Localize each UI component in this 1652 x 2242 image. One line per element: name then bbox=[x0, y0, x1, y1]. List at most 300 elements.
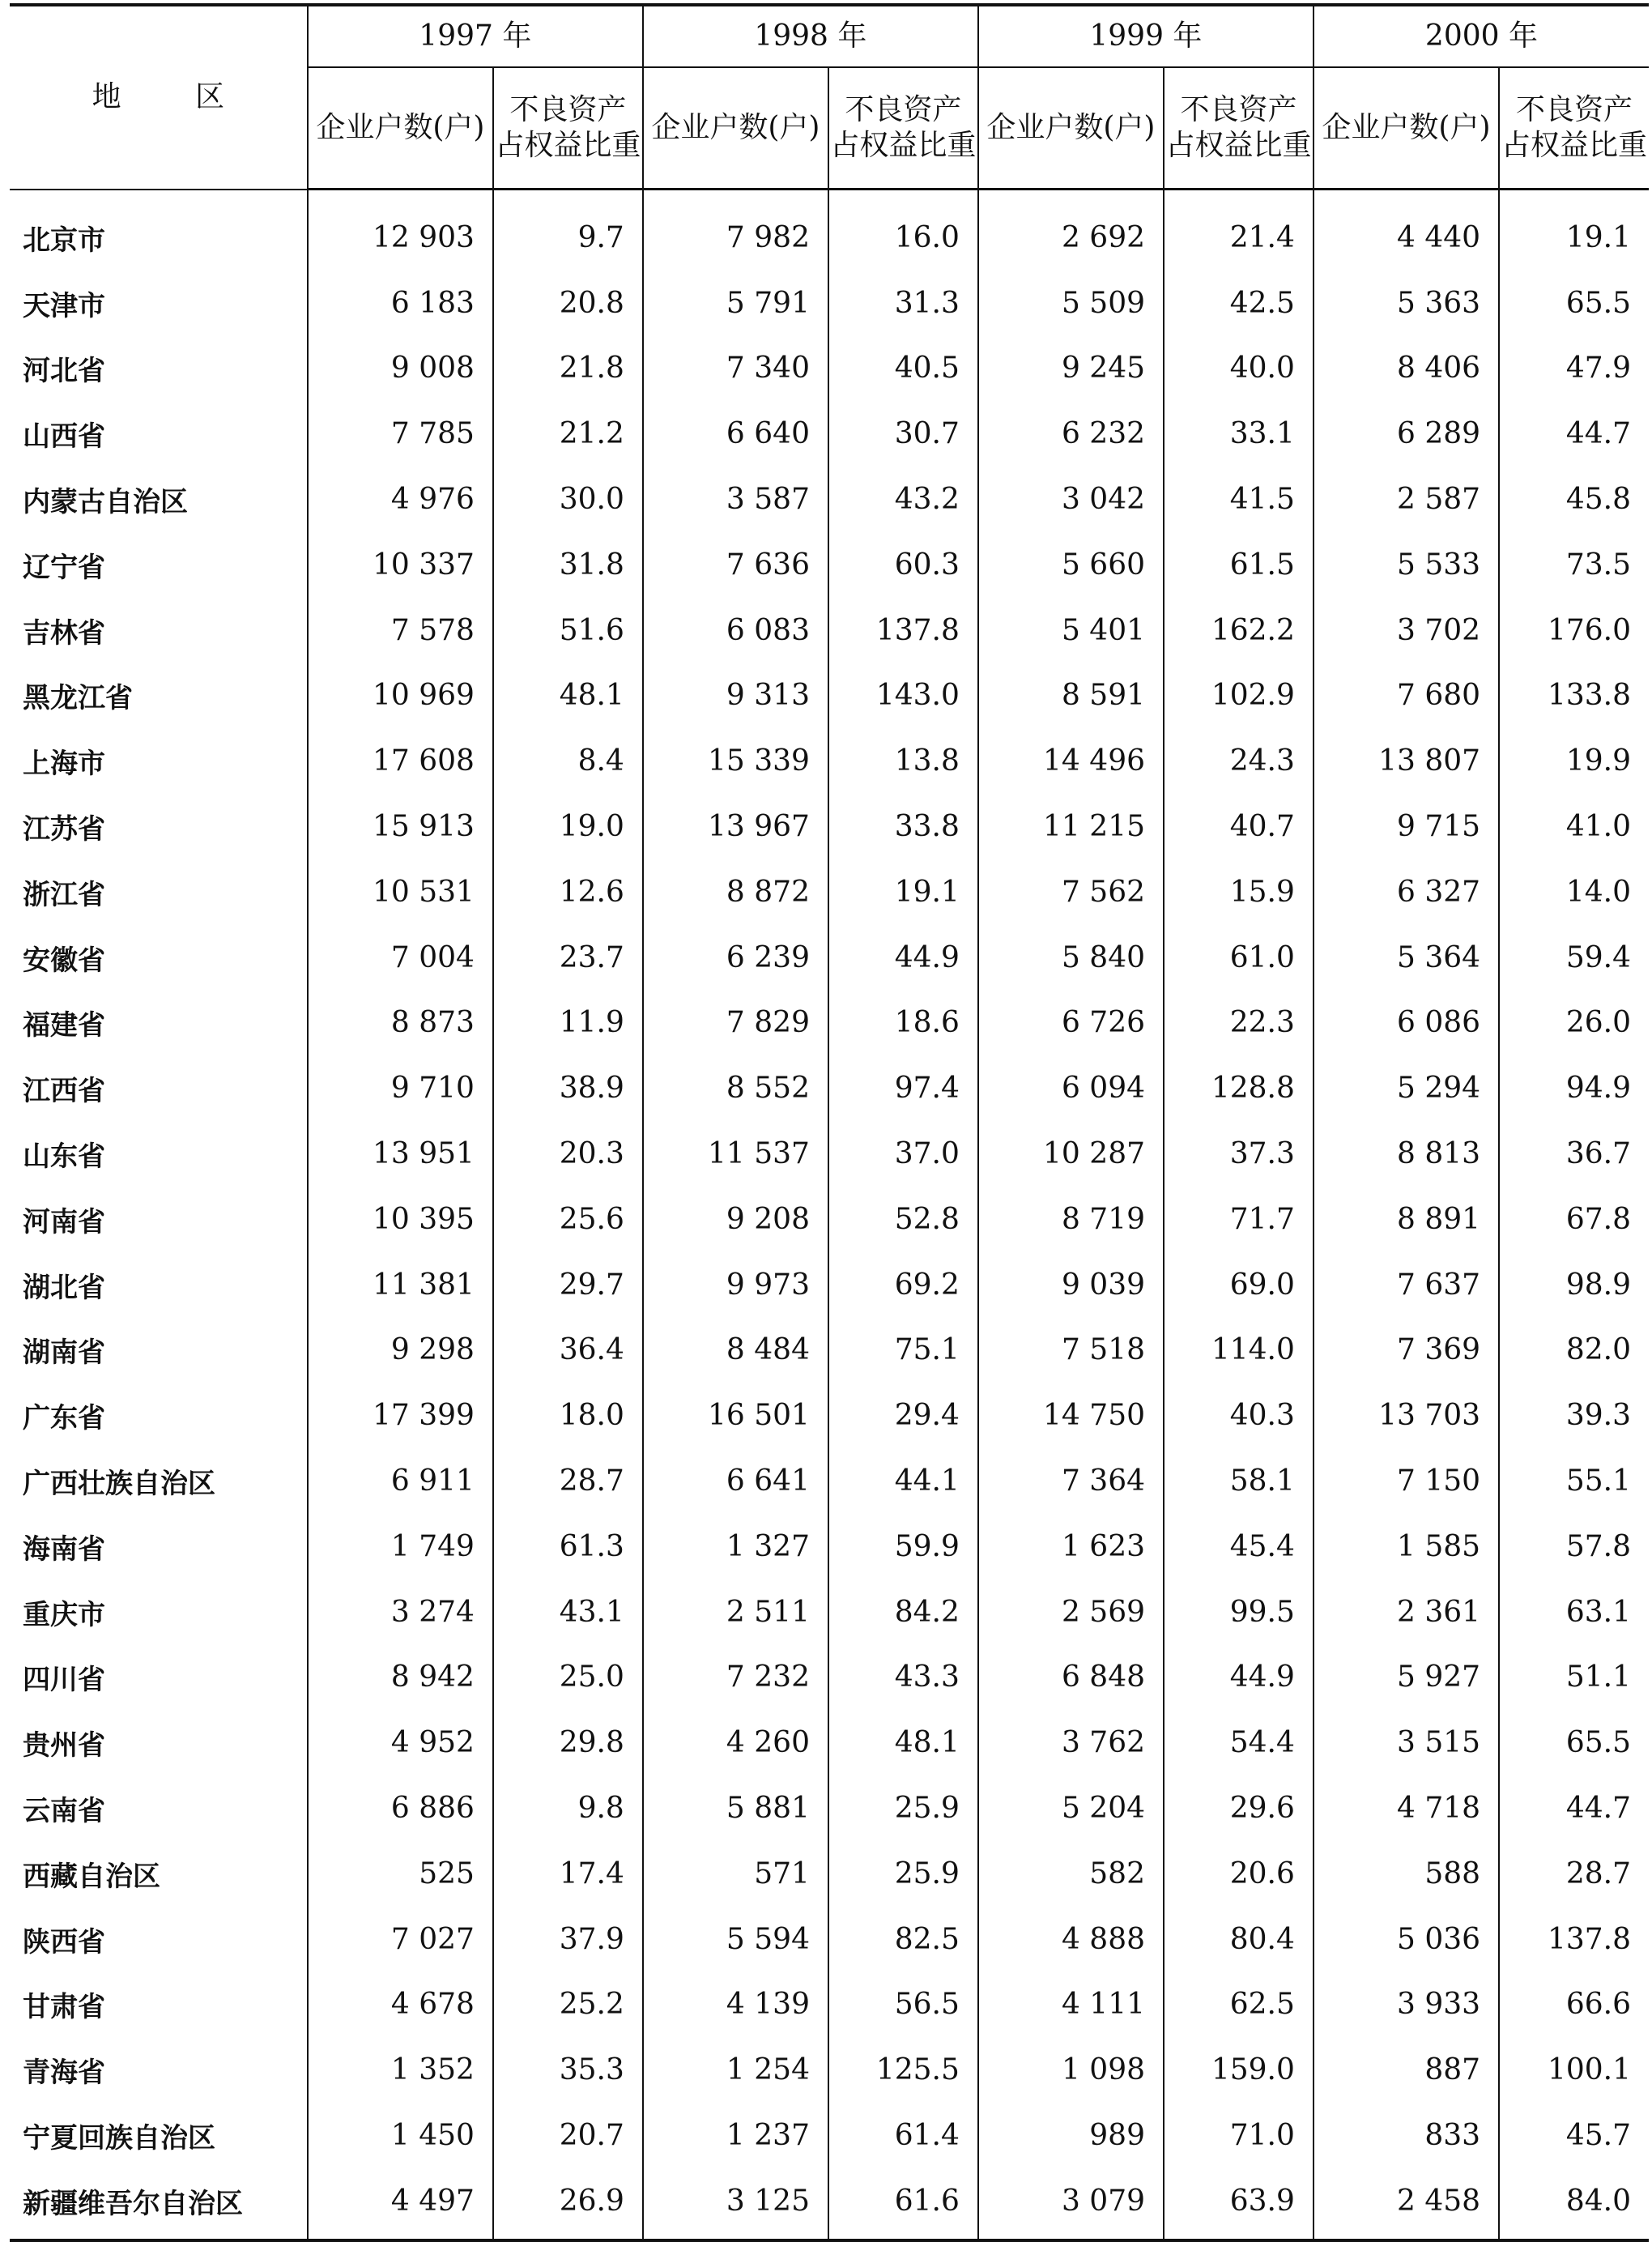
bad-asset-ratio-cell: 30.7 bbox=[828, 401, 978, 467]
bad-asset-ratio-cell: 20.6 bbox=[1164, 1841, 1314, 1907]
bad-asset-ratio-cell: 51.6 bbox=[493, 598, 643, 663]
enterprise-count-cell: 7 150 bbox=[1314, 1448, 1499, 1514]
bad-asset-ratio-cell: 54.4 bbox=[1164, 1710, 1314, 1775]
enterprise-count-cell: 6 232 bbox=[978, 401, 1164, 467]
region-name: 新疆维吾尔自治区 bbox=[10, 2168, 308, 2240]
ratio-column-header: 不良资产 占权益比重 bbox=[1499, 67, 1649, 190]
enterprise-count-cell: 5 881 bbox=[643, 1775, 828, 1841]
bad-asset-ratio-cell: 37.3 bbox=[1164, 1121, 1314, 1187]
enterprise-count-cell: 2 587 bbox=[1314, 467, 1499, 532]
bad-asset-ratio-cell: 18.0 bbox=[493, 1383, 643, 1448]
bad-asset-ratio-cell: 61.6 bbox=[828, 2168, 978, 2240]
table-row bbox=[10, 859, 1649, 925]
region-name: 山东省 bbox=[10, 1121, 308, 1187]
bad-asset-ratio-cell: 56.5 bbox=[828, 1972, 978, 2038]
enterprise-count-cell: 8 891 bbox=[1314, 1187, 1499, 1252]
enterprise-count-cell: 6 083 bbox=[643, 598, 828, 663]
count-column-header: 企业户数(户) bbox=[643, 67, 828, 190]
bad-asset-ratio-cell: 66.6 bbox=[1565, 1988, 1631, 2022]
table-row bbox=[10, 925, 1649, 991]
enterprise-count-cell: 5 401 bbox=[978, 598, 1164, 663]
bad-asset-ratio-cell: 61.3 bbox=[493, 1514, 643, 1579]
bad-asset-ratio-cell: 59.9 bbox=[828, 1514, 978, 1579]
bad-asset-ratio-cell: 40.3 bbox=[1164, 1383, 1314, 1448]
region-name: 河北省 bbox=[10, 336, 308, 402]
enterprise-count-cell: 1 098 bbox=[978, 2037, 1164, 2103]
enterprise-count-cell: 2 692 bbox=[978, 190, 1164, 271]
bad-asset-ratio-cell: 47.9 bbox=[1565, 352, 1631, 386]
table-row bbox=[10, 1907, 1649, 1972]
table-row bbox=[10, 1579, 1649, 1645]
enterprise-count-cell: 571 bbox=[643, 1841, 828, 1907]
enterprise-count-cell: 10 531 bbox=[308, 859, 493, 925]
table-row bbox=[10, 1187, 1649, 1252]
bad-asset-ratio-cell: 25.9 bbox=[828, 1841, 978, 1907]
bad-asset-ratio-cell: 69.0 bbox=[1164, 1252, 1314, 1318]
bad-asset-ratio-cell: 41.0 bbox=[1565, 810, 1631, 844]
enterprise-count-cell: 8 942 bbox=[308, 1645, 493, 1711]
region-name: 天津市 bbox=[10, 271, 308, 336]
enterprise-count-cell: 5 204 bbox=[978, 1775, 1164, 1841]
region-name: 上海市 bbox=[10, 728, 308, 794]
table-header bbox=[10, 5, 1649, 190]
enterprise-count-cell: 2 511 bbox=[643, 1579, 828, 1645]
bad-asset-ratio-cell: 162.2 bbox=[1164, 598, 1314, 663]
bad-asset-ratio-cell: 65.5 bbox=[1565, 1726, 1631, 1760]
enterprise-count-cell: 6 183 bbox=[308, 271, 493, 336]
enterprise-count-cell: 6 094 bbox=[978, 1055, 1164, 1121]
enterprise-count-cell: 5 036 bbox=[1314, 1907, 1499, 1972]
bad-asset-ratio-cell: 8.4 bbox=[493, 728, 643, 794]
region-name: 广东省 bbox=[10, 1383, 308, 1448]
bad-asset-ratio-cell: 100.1 bbox=[1547, 2053, 1631, 2087]
bad-asset-ratio-cell: 48.1 bbox=[493, 663, 643, 729]
region-column-header: 地 区 bbox=[10, 5, 308, 190]
bad-asset-ratio-cell: 17.4 bbox=[493, 1841, 643, 1907]
bad-asset-ratio-cell: 21.8 bbox=[493, 336, 643, 402]
table-row bbox=[10, 401, 1649, 467]
bad-asset-ratio-cell: 25.0 bbox=[493, 1645, 643, 1711]
table-row bbox=[10, 1252, 1649, 1318]
bad-asset-ratio-cell: 15.9 bbox=[1164, 859, 1314, 925]
bad-asset-ratio-cell: 65.5 bbox=[1565, 286, 1631, 320]
region-name: 甘肃省 bbox=[10, 1972, 308, 2038]
bad-asset-ratio-cell: 38.9 bbox=[493, 1055, 643, 1121]
enterprise-count-cell: 13 703 bbox=[1314, 1383, 1499, 1448]
bad-asset-ratio-cell: 40.5 bbox=[828, 336, 978, 402]
table-row bbox=[10, 1055, 1649, 1121]
region-name: 湖北省 bbox=[10, 1252, 308, 1318]
count-column-header: 企业户数(户) bbox=[1314, 67, 1499, 190]
region-name: 四川省 bbox=[10, 1645, 308, 1711]
enterprise-count-cell: 1 450 bbox=[308, 2103, 493, 2168]
bad-asset-ratio-cell: 26.0 bbox=[1565, 1006, 1631, 1040]
bad-asset-ratio-cell: 71.7 bbox=[1164, 1187, 1314, 1252]
table-body bbox=[10, 190, 1649, 2240]
region-name: 福建省 bbox=[10, 991, 308, 1056]
bad-asset-ratio-cell: 61.4 bbox=[828, 2103, 978, 2168]
enterprise-count-cell: 7 636 bbox=[643, 532, 828, 598]
bad-asset-ratio-cell: 125.5 bbox=[828, 2037, 978, 2103]
count-column-header: 企业户数(户) bbox=[978, 67, 1164, 190]
bad-asset-ratio-cell: 63.1 bbox=[1565, 1595, 1631, 1629]
bad-asset-ratio-cell: 62.5 bbox=[1164, 1972, 1314, 2038]
table-row bbox=[10, 2037, 1649, 2103]
bad-asset-ratio-cell: 128.8 bbox=[1164, 1055, 1314, 1121]
enterprise-count-cell: 7 982 bbox=[643, 190, 828, 271]
enterprise-count-cell: 4 976 bbox=[308, 467, 493, 532]
enterprise-count-cell: 2 361 bbox=[1314, 1579, 1499, 1645]
bad-asset-ratio-cell: 61.0 bbox=[1164, 925, 1314, 991]
table-row bbox=[10, 1448, 1649, 1514]
enterprise-count-cell: 8 406 bbox=[1314, 336, 1499, 402]
enterprise-count-cell: 7 578 bbox=[308, 598, 493, 663]
bad-asset-ratio-cell: 71.0 bbox=[1164, 2103, 1314, 2168]
enterprise-count-cell: 6 886 bbox=[308, 1775, 493, 1841]
enterprise-count-cell: 6 911 bbox=[308, 1448, 493, 1514]
enterprise-count-cell: 9 039 bbox=[978, 1252, 1164, 1318]
bad-asset-ratio-cell: 73.5 bbox=[1565, 548, 1631, 582]
region-name: 江苏省 bbox=[10, 794, 308, 859]
region-name: 重庆市 bbox=[10, 1579, 308, 1645]
enterprise-count-cell: 1 327 bbox=[643, 1514, 828, 1579]
bad-asset-ratio-cell: 57.8 bbox=[1565, 1529, 1631, 1563]
region-name: 广西壮族自治区 bbox=[10, 1448, 308, 1514]
enterprise-count-cell: 6 726 bbox=[978, 991, 1164, 1056]
enterprise-count-cell: 5 660 bbox=[978, 532, 1164, 598]
enterprise-count-cell: 8 591 bbox=[978, 663, 1164, 729]
enterprise-count-cell: 4 260 bbox=[643, 1710, 828, 1775]
table-row bbox=[10, 1318, 1649, 1383]
enterprise-count-cell: 14 750 bbox=[978, 1383, 1164, 1448]
region-name: 北京市 bbox=[10, 190, 308, 271]
enterprise-count-cell: 8 552 bbox=[643, 1055, 828, 1121]
table-row bbox=[10, 794, 1649, 859]
enterprise-count-cell: 7 027 bbox=[308, 1907, 493, 1972]
ratio-column-header: 不良资产 占权益比重 bbox=[828, 67, 978, 190]
bad-asset-ratio-cell: 40.7 bbox=[1164, 794, 1314, 859]
bad-asset-ratio-cell: 21.4 bbox=[1164, 190, 1314, 271]
enterprise-count-cell: 6 239 bbox=[643, 925, 828, 991]
bad-asset-ratio-cell: 37.9 bbox=[493, 1907, 643, 1972]
enterprise-count-cell: 5 294 bbox=[1314, 1055, 1499, 1121]
bad-asset-ratio-cell: 44.7 bbox=[1565, 1792, 1631, 1826]
region-name: 云南省 bbox=[10, 1775, 308, 1841]
bad-asset-ratio-cell: 9.7 bbox=[493, 190, 643, 271]
bad-asset-ratio-cell: 60.3 bbox=[828, 532, 978, 598]
enterprise-count-cell: 7 680 bbox=[1314, 663, 1499, 729]
bad-asset-ratio-cell: 137.8 bbox=[828, 598, 978, 663]
table-row bbox=[10, 728, 1649, 794]
enterprise-count-cell: 7 637 bbox=[1314, 1252, 1499, 1318]
enterprise-count-cell: 7 364 bbox=[978, 1448, 1164, 1514]
enterprise-count-cell: 3 933 bbox=[1314, 1972, 1499, 2038]
bad-asset-ratio-cell: 44.1 bbox=[828, 1448, 978, 1514]
bad-asset-ratio-cell: 176.0 bbox=[1547, 613, 1631, 647]
region-name: 青海省 bbox=[10, 2037, 308, 2103]
bad-asset-ratio-cell: 43.1 bbox=[493, 1579, 643, 1645]
bad-asset-ratio-cell: 159.0 bbox=[1164, 2037, 1314, 2103]
enterprise-count-cell: 5 927 bbox=[1314, 1645, 1499, 1711]
year-header-2000: 2000 年 bbox=[1314, 5, 1649, 67]
enterprise-count-cell: 9 710 bbox=[308, 1055, 493, 1121]
bad-asset-ratio-cell: 43.3 bbox=[828, 1645, 978, 1711]
bad-asset-ratio-cell: 102.9 bbox=[1164, 663, 1314, 729]
enterprise-count-cell: 15 913 bbox=[308, 794, 493, 859]
enterprise-count-cell: 1 237 bbox=[643, 2103, 828, 2168]
ratio-column-header: 不良资产 占权益比重 bbox=[493, 67, 643, 190]
region-name: 山西省 bbox=[10, 401, 308, 467]
bad-asset-ratio-cell: 82.0 bbox=[1565, 1333, 1631, 1367]
enterprise-count-cell: 3 274 bbox=[308, 1579, 493, 1645]
bad-asset-ratio-cell: 114.0 bbox=[1164, 1318, 1314, 1383]
bad-asset-ratio-cell: 29.4 bbox=[828, 1383, 978, 1448]
bad-asset-ratio-cell: 20.7 bbox=[493, 2103, 643, 2168]
bad-asset-ratio-cell: 51.1 bbox=[1565, 1660, 1631, 1694]
enterprise-count-cell: 17 399 bbox=[308, 1383, 493, 1448]
enterprise-count-cell: 11 381 bbox=[308, 1252, 493, 1318]
bad-asset-ratio-cell: 67.8 bbox=[1565, 1202, 1631, 1236]
table-row bbox=[10, 1841, 1649, 1907]
enterprise-count-cell: 4 111 bbox=[978, 1972, 1164, 2038]
bad-asset-ratio-cell: 36.7 bbox=[1565, 1137, 1631, 1171]
enterprise-count-cell: 833 bbox=[1314, 2103, 1499, 2168]
enterprise-count-cell: 9 208 bbox=[643, 1187, 828, 1252]
bad-asset-ratio-cell: 61.5 bbox=[1164, 532, 1314, 598]
enterprise-count-cell: 6 848 bbox=[978, 1645, 1164, 1711]
enterprise-count-cell: 7 340 bbox=[643, 336, 828, 402]
bad-asset-ratio-cell: 52.8 bbox=[828, 1187, 978, 1252]
enterprise-count-cell: 5 594 bbox=[643, 1907, 828, 1972]
bad-asset-ratio-cell: 94.9 bbox=[1565, 1072, 1631, 1106]
region-name: 吉林省 bbox=[10, 598, 308, 663]
enterprise-count-cell: 5 840 bbox=[978, 925, 1164, 991]
enterprise-count-cell: 8 719 bbox=[978, 1187, 1164, 1252]
bad-asset-ratio-cell: 16.0 bbox=[828, 190, 978, 271]
enterprise-count-cell: 3 079 bbox=[978, 2168, 1164, 2240]
bad-asset-ratio-cell: 31.3 bbox=[828, 271, 978, 336]
count-column-header: 企业户数(户) bbox=[308, 67, 493, 190]
enterprise-count-cell: 7 369 bbox=[1314, 1318, 1499, 1383]
bad-asset-ratio-cell: 19.1 bbox=[1565, 220, 1631, 254]
bad-asset-ratio-cell: 45.7 bbox=[1565, 2119, 1631, 2152]
enterprise-count-cell: 989 bbox=[978, 2103, 1164, 2168]
table-row bbox=[10, 271, 1649, 336]
bad-asset-ratio-cell: 19.1 bbox=[828, 859, 978, 925]
bad-asset-ratio-cell: 75.1 bbox=[828, 1318, 978, 1383]
bad-asset-ratio-cell: 69.2 bbox=[828, 1252, 978, 1318]
bad-asset-ratio-cell: 43.2 bbox=[828, 467, 978, 532]
enterprise-count-cell: 17 608 bbox=[308, 728, 493, 794]
bad-asset-ratio-cell: 11.9 bbox=[493, 991, 643, 1056]
enterprise-count-cell: 4 952 bbox=[308, 1710, 493, 1775]
bad-asset-ratio-cell: 37.0 bbox=[828, 1121, 978, 1187]
bad-asset-ratio-cell: 40.0 bbox=[1164, 336, 1314, 402]
enterprise-count-cell: 8 873 bbox=[308, 991, 493, 1056]
bad-asset-ratio-cell: 30.0 bbox=[493, 467, 643, 532]
enterprise-count-cell: 7 829 bbox=[643, 991, 828, 1056]
enterprise-count-cell: 4 718 bbox=[1314, 1775, 1499, 1841]
bad-asset-ratio-cell: 84.2 bbox=[828, 1579, 978, 1645]
bad-asset-ratio-cell: 44.9 bbox=[828, 925, 978, 991]
table-row bbox=[10, 467, 1649, 532]
enterprise-count-cell: 5 363 bbox=[1314, 271, 1499, 336]
table-row bbox=[10, 336, 1649, 402]
table-row bbox=[10, 663, 1649, 729]
enterprise-count-cell: 13 951 bbox=[308, 1121, 493, 1187]
bad-asset-ratio-cell: 28.7 bbox=[1565, 1856, 1631, 1890]
enterprise-count-cell: 3 125 bbox=[643, 2168, 828, 2240]
enterprise-count-cell: 7 004 bbox=[308, 925, 493, 991]
region-name: 黑龙江省 bbox=[10, 663, 308, 729]
bad-asset-ratio-cell: 31.8 bbox=[493, 532, 643, 598]
enterprise-count-cell: 3 762 bbox=[978, 1710, 1164, 1775]
enterprise-count-cell: 7 562 bbox=[978, 859, 1164, 925]
region-name: 陕西省 bbox=[10, 1907, 308, 1972]
enterprise-count-cell: 11 215 bbox=[978, 794, 1164, 859]
enterprise-count-cell: 7 518 bbox=[978, 1318, 1164, 1383]
bad-asset-ratio-cell: 21.2 bbox=[493, 401, 643, 467]
enterprise-count-cell: 13 967 bbox=[643, 794, 828, 859]
enterprise-count-cell: 1 585 bbox=[1314, 1514, 1499, 1579]
region-name: 安徽省 bbox=[10, 925, 308, 991]
enterprise-count-cell: 6 289 bbox=[1314, 401, 1499, 467]
enterprise-count-cell: 9 313 bbox=[643, 663, 828, 729]
enterprise-count-cell: 2 569 bbox=[978, 1579, 1164, 1645]
enterprise-count-cell: 5 533 bbox=[1314, 532, 1499, 598]
bad-asset-ratio-cell: 33.8 bbox=[828, 794, 978, 859]
bad-asset-ratio-cell: 45.4 bbox=[1164, 1514, 1314, 1579]
enterprise-count-cell: 6 086 bbox=[1314, 991, 1499, 1056]
enterprise-count-cell: 9 973 bbox=[643, 1252, 828, 1318]
bad-asset-ratio-cell: 19.0 bbox=[493, 794, 643, 859]
enterprise-count-cell: 2 458 bbox=[1314, 2168, 1499, 2240]
table-row bbox=[10, 2103, 1649, 2168]
bad-asset-ratio-cell: 25.9 bbox=[828, 1775, 978, 1841]
enterprise-count-cell: 887 bbox=[1314, 2037, 1499, 2103]
enterprise-count-cell: 1 623 bbox=[978, 1514, 1164, 1579]
bad-asset-ratio-cell: 26.9 bbox=[493, 2168, 643, 2240]
table-row bbox=[10, 1121, 1649, 1187]
enterprise-count-cell: 9 715 bbox=[1314, 794, 1499, 859]
enterprise-count-cell: 4 678 bbox=[308, 1972, 493, 2038]
bad-asset-ratio-cell: 33.1 bbox=[1164, 401, 1314, 467]
ratio-column-header: 不良资产 占权益比重 bbox=[1164, 67, 1314, 190]
enterprise-count-cell: 588 bbox=[1314, 1841, 1499, 1907]
region-name: 宁夏回族自治区 bbox=[10, 2103, 308, 2168]
enterprise-count-cell: 15 339 bbox=[643, 728, 828, 794]
bad-asset-ratio-cell: 97.4 bbox=[828, 1055, 978, 1121]
enterprise-count-cell: 4 888 bbox=[978, 1907, 1164, 1972]
year-header-1998: 1998 年 bbox=[643, 5, 978, 67]
bad-asset-ratio-cell: 36.4 bbox=[493, 1318, 643, 1383]
table-row bbox=[10, 190, 1649, 271]
enterprise-count-cell: 9 245 bbox=[978, 336, 1164, 402]
enterprise-count-cell: 4 440 bbox=[1314, 190, 1499, 271]
enterprise-count-cell: 525 bbox=[308, 1841, 493, 1907]
enterprise-count-cell: 10 287 bbox=[978, 1121, 1164, 1187]
enterprise-count-cell: 8 813 bbox=[1314, 1121, 1499, 1187]
enterprise-count-cell: 6 641 bbox=[643, 1448, 828, 1514]
bad-asset-ratio-cell: 39.3 bbox=[1565, 1399, 1631, 1433]
bad-asset-ratio-cell: 12.6 bbox=[493, 859, 643, 925]
bad-asset-ratio-cell: 29.7 bbox=[493, 1252, 643, 1318]
year-header-1999: 1999 年 bbox=[978, 5, 1314, 67]
enterprise-count-cell: 10 969 bbox=[308, 663, 493, 729]
bad-asset-ratio-cell: 13.8 bbox=[828, 728, 978, 794]
bad-asset-ratio-cell: 35.3 bbox=[493, 2037, 643, 2103]
region-name: 海南省 bbox=[10, 1514, 308, 1579]
table-row bbox=[10, 532, 1649, 598]
enterprise-count-cell: 1 352 bbox=[308, 2037, 493, 2103]
statistics-table bbox=[10, 3, 1649, 2242]
bad-asset-ratio-cell: 9.8 bbox=[493, 1775, 643, 1841]
region-name: 内蒙古自治区 bbox=[10, 467, 308, 532]
enterprise-count-cell: 4 139 bbox=[643, 1972, 828, 2038]
bad-asset-ratio-cell: 19.9 bbox=[1565, 744, 1631, 778]
bad-asset-ratio-cell: 99.5 bbox=[1164, 1579, 1314, 1645]
table-row bbox=[10, 2168, 1649, 2240]
enterprise-count-cell: 8 484 bbox=[643, 1318, 828, 1383]
enterprise-count-cell: 7 785 bbox=[308, 401, 493, 467]
year-header-1997: 1997 年 bbox=[308, 5, 643, 67]
enterprise-count-cell: 5 509 bbox=[978, 271, 1164, 336]
bad-asset-ratio-cell: 63.9 bbox=[1164, 2168, 1314, 2240]
enterprise-count-cell: 7 232 bbox=[643, 1645, 828, 1711]
enterprise-count-cell: 11 537 bbox=[643, 1121, 828, 1187]
bad-asset-ratio-cell: 18.6 bbox=[828, 991, 978, 1056]
table-row bbox=[10, 1710, 1649, 1775]
enterprise-count-cell: 4 497 bbox=[308, 2168, 493, 2240]
bad-asset-ratio-cell: 14.0 bbox=[1565, 875, 1631, 909]
region-name: 湖南省 bbox=[10, 1318, 308, 1383]
bad-asset-ratio-cell: 82.5 bbox=[828, 1907, 978, 1972]
enterprise-count-cell: 1 254 bbox=[643, 2037, 828, 2103]
enterprise-count-cell: 10 337 bbox=[308, 532, 493, 598]
bad-asset-ratio-cell: 58.1 bbox=[1164, 1448, 1314, 1514]
bad-asset-ratio-cell: 48.1 bbox=[828, 1710, 978, 1775]
enterprise-count-cell: 10 395 bbox=[308, 1187, 493, 1252]
region-name: 辽宁省 bbox=[10, 532, 308, 598]
table-row bbox=[10, 1514, 1649, 1579]
region-name: 浙江省 bbox=[10, 859, 308, 925]
enterprise-count-cell: 3 587 bbox=[643, 467, 828, 532]
bad-asset-ratio-cell: 23.7 bbox=[493, 925, 643, 991]
region-name: 江西省 bbox=[10, 1055, 308, 1121]
table-row bbox=[10, 598, 1649, 663]
bad-asset-ratio-cell: 29.8 bbox=[493, 1710, 643, 1775]
enterprise-count-cell: 13 807 bbox=[1314, 728, 1499, 794]
bad-asset-ratio-cell: 137.8 bbox=[1547, 1922, 1631, 1956]
enterprise-count-cell: 6 327 bbox=[1314, 859, 1499, 925]
enterprise-count-cell: 582 bbox=[978, 1841, 1164, 1907]
enterprise-count-cell: 3 042 bbox=[978, 467, 1164, 532]
bad-asset-ratio-cell: 22.3 bbox=[1164, 991, 1314, 1056]
enterprise-count-cell: 5 791 bbox=[643, 271, 828, 336]
bad-asset-ratio-cell: 28.7 bbox=[493, 1448, 643, 1514]
bad-asset-ratio-cell: 133.8 bbox=[1547, 679, 1631, 713]
enterprise-count-cell: 14 496 bbox=[978, 728, 1164, 794]
bad-asset-ratio-cell: 42.5 bbox=[1164, 271, 1314, 336]
bad-asset-ratio-cell: 20.3 bbox=[493, 1121, 643, 1187]
region-name: 西藏自治区 bbox=[10, 1841, 308, 1907]
bad-asset-ratio-cell: 29.6 bbox=[1164, 1775, 1314, 1841]
enterprise-count-cell: 6 640 bbox=[643, 401, 828, 467]
bad-asset-ratio-cell: 84.0 bbox=[1499, 2168, 1649, 2240]
bad-asset-ratio-cell: 44.7 bbox=[1565, 417, 1631, 451]
enterprise-count-cell: 16 501 bbox=[643, 1383, 828, 1448]
enterprise-count-cell: 3 515 bbox=[1314, 1710, 1499, 1775]
